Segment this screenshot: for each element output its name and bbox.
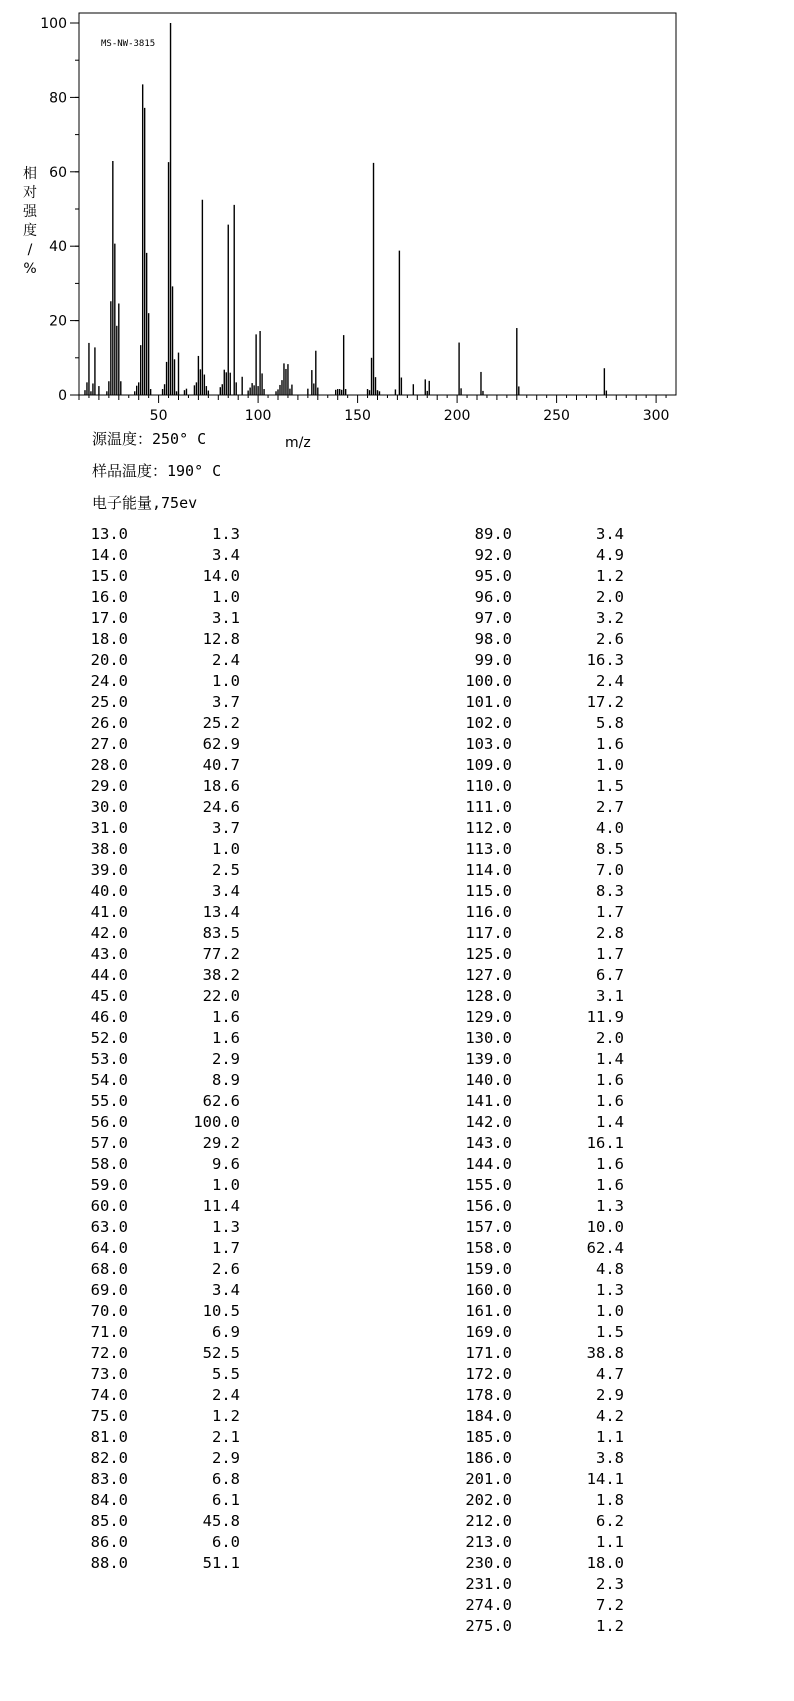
abundance-value: 1.6 — [596, 1176, 624, 1194]
abundance-value: 4.0 — [596, 819, 624, 837]
table-row — [0, 1574, 794, 1595]
abundance-value: 2.6 — [596, 630, 624, 648]
table-row — [0, 1112, 794, 1133]
abundance-value: 1.0 — [596, 1302, 624, 1320]
mz-value: 41.0 — [90, 903, 128, 921]
table-row — [0, 1553, 794, 1574]
mz-value: 75.0 — [90, 1407, 128, 1425]
mz-value: 38.0 — [90, 840, 128, 858]
mz-value: 141.0 — [465, 1092, 512, 1110]
table-row — [0, 1595, 794, 1616]
abundance-value: 1.0 — [212, 588, 240, 606]
table-row — [0, 1490, 794, 1511]
mz-value: 156.0 — [465, 1197, 512, 1215]
mz-value: 55.0 — [90, 1092, 128, 1110]
abundance-value: 1.8 — [596, 1491, 624, 1509]
table-row — [0, 629, 794, 650]
table-row — [0, 1301, 794, 1322]
mz-value: 44.0 — [90, 966, 128, 984]
table-row — [0, 944, 794, 965]
abundance-value: 1.3 — [596, 1197, 624, 1215]
mz-value: 81.0 — [90, 1428, 128, 1446]
abundance-value: 1.6 — [596, 1155, 624, 1173]
mz-value: 14.0 — [90, 546, 128, 564]
peak-table-right — [0, 524, 794, 1637]
y-tick-label: 20 — [49, 313, 67, 330]
abundance-value: 1.1 — [596, 1533, 624, 1551]
abundance-value: 51.1 — [202, 1554, 240, 1572]
mz-value: 74.0 — [90, 1386, 128, 1404]
mz-value: 129.0 — [465, 1008, 512, 1026]
abundance-value: 7.2 — [596, 1596, 624, 1614]
abundance-value: 6.1 — [212, 1491, 240, 1509]
mz-value: 140.0 — [465, 1071, 512, 1089]
y-tick-label: 0 — [58, 388, 67, 404]
mz-value: 96.0 — [474, 588, 512, 606]
mz-value: 161.0 — [465, 1302, 512, 1320]
mz-value: 101.0 — [465, 693, 512, 711]
mz-value: 100.0 — [465, 672, 512, 690]
abundance-value: 2.9 — [596, 1386, 624, 1404]
mz-value: 113.0 — [465, 840, 512, 858]
mz-value: 95.0 — [474, 567, 512, 585]
table-row — [0, 818, 794, 839]
abundance-value: 1.2 — [212, 1407, 240, 1425]
abundance-value: 1.5 — [596, 777, 624, 795]
abundance-value: 6.8 — [212, 1470, 240, 1488]
table-row — [0, 545, 794, 566]
mz-value: 13.0 — [90, 525, 128, 543]
abundance-value: 1.7 — [212, 1239, 240, 1257]
mz-value: 169.0 — [465, 1323, 512, 1341]
abundance-value: 4.2 — [596, 1407, 624, 1425]
abundance-value: 83.5 — [202, 924, 240, 942]
table-row — [0, 1238, 794, 1259]
minor-ticks — [75, 23, 666, 403]
abundance-value: 10.0 — [586, 1218, 624, 1236]
abundance-value: 2.7 — [596, 798, 624, 816]
abundance-value: 6.0 — [212, 1533, 240, 1551]
table-row — [0, 1196, 794, 1217]
abundance-value: 1.3 — [212, 1218, 240, 1236]
table-row — [0, 1532, 794, 1553]
mz-value: 72.0 — [90, 1344, 128, 1362]
abundance-value: 1.3 — [596, 1281, 624, 1299]
table-row — [0, 1343, 794, 1364]
abundance-value: 62.6 — [202, 1092, 240, 1110]
abundance-value: 11.4 — [202, 1197, 240, 1215]
mz-value: 159.0 — [465, 1260, 512, 1278]
abundance-value: 22.0 — [202, 987, 240, 1005]
mz-value: 103.0 — [465, 735, 512, 753]
table-row — [0, 587, 794, 608]
abundance-value: 1.1 — [596, 1428, 624, 1446]
abundance-value: 25.2 — [202, 714, 240, 732]
x-axis-label: m/z — [285, 435, 311, 451]
mz-value: 56.0 — [90, 1113, 128, 1131]
mz-value: 88.0 — [90, 1554, 128, 1572]
mass-spectrum-chart — [0, 0, 794, 451]
mz-value: 116.0 — [465, 903, 512, 921]
table-row — [0, 1469, 794, 1490]
abundance-value: 3.1 — [212, 609, 240, 627]
mz-value: 158.0 — [465, 1239, 512, 1257]
table-row — [0, 1280, 794, 1301]
table-row — [0, 986, 794, 1007]
mz-value: 212.0 — [465, 1512, 512, 1530]
abundance-value: 10.5 — [202, 1302, 240, 1320]
mz-value: 142.0 — [465, 1113, 512, 1131]
mz-value: 71.0 — [90, 1323, 128, 1341]
mz-value: 27.0 — [90, 735, 128, 753]
abundance-value: 1.7 — [596, 945, 624, 963]
mz-value: 143.0 — [465, 1134, 512, 1152]
mz-value: 46.0 — [90, 1008, 128, 1026]
mz-value: 86.0 — [90, 1533, 128, 1551]
x-tick-label: 150 — [344, 408, 371, 424]
x-axis-ticks — [150, 408, 670, 424]
x-tick-label: 300 — [642, 408, 670, 424]
abundance-value: 1.5 — [596, 1323, 624, 1341]
abundance-value: 52.5 — [202, 1344, 240, 1362]
mz-value: 40.0 — [90, 882, 128, 900]
mz-value: 53.0 — [90, 1050, 128, 1068]
abundance-value: 1.0 — [212, 672, 240, 690]
mz-value: 111.0 — [465, 798, 512, 816]
mz-value: 115.0 — [465, 882, 512, 900]
y-tick-label: 80 — [49, 90, 67, 107]
table-row — [0, 1427, 794, 1448]
abundance-value: 16.1 — [586, 1134, 624, 1152]
mz-value: 172.0 — [465, 1365, 512, 1383]
mz-value: 42.0 — [90, 924, 128, 942]
source-temperature: 源温度：250° C — [92, 430, 207, 448]
table-row — [0, 608, 794, 629]
abundance-value: 2.4 — [212, 651, 240, 669]
abundance-value: 1.6 — [596, 1092, 624, 1110]
table-row — [0, 839, 794, 860]
mz-value: 171.0 — [465, 1344, 512, 1362]
table-row — [0, 1007, 794, 1028]
abundance-value: 5.8 — [596, 714, 624, 732]
abundance-value: 5.5 — [212, 1365, 240, 1383]
mz-value: 59.0 — [90, 1176, 128, 1194]
abundance-value: 3.8 — [596, 1449, 624, 1467]
abundance-value: 3.4 — [596, 525, 624, 543]
mz-value: 82.0 — [90, 1449, 128, 1467]
abundance-value: 13.4 — [202, 903, 240, 921]
table-row — [0, 734, 794, 755]
table-row — [0, 965, 794, 986]
mz-value: 31.0 — [90, 819, 128, 837]
abundance-value: 14.1 — [586, 1470, 624, 1488]
abundance-value: 1.0 — [596, 756, 624, 774]
table-row — [0, 692, 794, 713]
mz-value: 58.0 — [90, 1155, 128, 1173]
y-axis-label-char: / — [27, 242, 33, 258]
mz-value: 98.0 — [474, 630, 512, 648]
mz-value: 160.0 — [465, 1281, 512, 1299]
mz-value: 17.0 — [90, 609, 128, 627]
abundance-value: 24.6 — [202, 798, 240, 816]
abundance-value: 62.4 — [586, 1239, 624, 1257]
abundance-value: 16.3 — [586, 651, 624, 669]
abundance-value: 1.6 — [596, 1071, 624, 1089]
abundance-value: 17.2 — [586, 693, 624, 711]
table-row — [0, 1028, 794, 1049]
abundance-value: 1.6 — [596, 735, 624, 753]
table-row — [0, 1406, 794, 1427]
abundance-value: 11.9 — [586, 1008, 624, 1026]
abundance-value: 18.6 — [202, 777, 240, 795]
table-row — [0, 881, 794, 902]
abundance-value: 62.9 — [202, 735, 240, 753]
mz-value: 89.0 — [474, 525, 512, 543]
abundance-value: 2.1 — [212, 1428, 240, 1446]
table-row — [0, 776, 794, 797]
table-row — [0, 1091, 794, 1112]
mz-value: 20.0 — [90, 651, 128, 669]
table-row — [0, 1175, 794, 1196]
abundance-value: 4.9 — [596, 546, 624, 564]
mz-value: 24.0 — [90, 672, 128, 690]
abundance-value: 1.4 — [596, 1050, 624, 1068]
table-row — [0, 1133, 794, 1154]
table-row — [0, 902, 794, 923]
mz-value: 102.0 — [465, 714, 512, 732]
mz-value: 231.0 — [465, 1575, 512, 1593]
mz-value: 117.0 — [465, 924, 512, 942]
mz-value: 69.0 — [90, 1281, 128, 1299]
mz-value: 92.0 — [474, 546, 512, 564]
mz-value: 16.0 — [90, 588, 128, 606]
abundance-value: 4.7 — [596, 1365, 624, 1383]
abundance-value: 38.8 — [586, 1344, 624, 1362]
abundance-value: 1.0 — [212, 1176, 240, 1194]
mz-value: 201.0 — [465, 1470, 512, 1488]
abundance-value: 14.0 — [202, 567, 240, 585]
abundance-value: 6.2 — [596, 1512, 624, 1530]
abundance-value: 2.6 — [212, 1260, 240, 1278]
table-row — [0, 1049, 794, 1070]
table-row — [0, 1259, 794, 1280]
mz-value: 70.0 — [90, 1302, 128, 1320]
abundance-value: 45.8 — [202, 1512, 240, 1530]
mz-value: 64.0 — [90, 1239, 128, 1257]
mz-value: 275.0 — [465, 1617, 512, 1635]
mz-value: 202.0 — [465, 1491, 512, 1509]
mz-value: 128.0 — [465, 987, 512, 1005]
table-row — [0, 1322, 794, 1343]
abundance-value: 1.4 — [596, 1113, 624, 1131]
mz-value: 18.0 — [90, 630, 128, 648]
abundance-value: 3.4 — [212, 882, 240, 900]
y-axis-label-char: % — [23, 261, 37, 277]
mz-value: 52.0 — [90, 1029, 128, 1047]
table-row — [0, 1448, 794, 1469]
sample-temperature: 样品温度：190° C — [92, 462, 222, 480]
abundance-value: 2.4 — [212, 1386, 240, 1404]
mz-value: 157.0 — [465, 1218, 512, 1236]
mz-value: 68.0 — [90, 1260, 128, 1278]
table-row — [0, 671, 794, 692]
mz-value: 155.0 — [465, 1176, 512, 1194]
mz-value: 213.0 — [465, 1533, 512, 1551]
abundance-value: 3.4 — [212, 546, 240, 564]
abundance-value: 77.2 — [202, 945, 240, 963]
abundance-value: 2.4 — [596, 672, 624, 690]
table-row — [0, 1511, 794, 1532]
mz-value: 57.0 — [90, 1134, 128, 1152]
abundance-value: 2.9 — [212, 1449, 240, 1467]
y-axis-label-char: 对 — [23, 185, 37, 201]
y-axis-label-char: 度 — [23, 223, 37, 239]
abundance-value: 1.6 — [212, 1008, 240, 1026]
abundance-value: 12.8 — [202, 630, 240, 648]
abundance-value: 38.2 — [202, 966, 240, 984]
abundance-value: 1.2 — [596, 567, 624, 585]
mz-value: 43.0 — [90, 945, 128, 963]
y-tick-label: 60 — [49, 164, 67, 181]
abundance-value: 3.4 — [212, 1281, 240, 1299]
mz-value: 29.0 — [90, 777, 128, 795]
electron-energy: 电子能量,75ev — [92, 494, 198, 512]
y-axis-ticks — [40, 16, 79, 404]
table-row — [0, 1385, 794, 1406]
abundance-value: 2.5 — [212, 861, 240, 879]
abundance-value: 1.0 — [212, 840, 240, 858]
x-tick-label: 50 — [149, 408, 168, 424]
y-axis-label-char: 强 — [23, 204, 37, 220]
abundance-value: 9.6 — [212, 1155, 240, 1173]
table-row — [0, 566, 794, 587]
mz-value: 109.0 — [465, 756, 512, 774]
abundance-value: 8.5 — [596, 840, 624, 858]
abundance-value: 1.3 — [212, 525, 240, 543]
mz-value: 83.0 — [90, 1470, 128, 1488]
peak-bars — [85, 23, 606, 395]
table-row — [0, 1364, 794, 1385]
mz-value: 114.0 — [465, 861, 512, 879]
mz-value: 230.0 — [465, 1554, 512, 1572]
mz-value: 60.0 — [90, 1197, 128, 1215]
mz-value: 125.0 — [465, 945, 512, 963]
y-axis-label-char: 相 — [23, 166, 37, 182]
abundance-value: 6.9 — [212, 1323, 240, 1341]
mz-value: 84.0 — [90, 1491, 128, 1509]
spectrum-id-label: MS-NW-3815 — [101, 39, 156, 49]
abundance-value: 18.0 — [586, 1554, 624, 1572]
mz-value: 25.0 — [90, 693, 128, 711]
y-tick-label: 100 — [40, 16, 67, 32]
mz-value: 184.0 — [465, 1407, 512, 1425]
abundance-value: 1.7 — [596, 903, 624, 921]
mz-value: 144.0 — [465, 1155, 512, 1173]
mz-value: 26.0 — [90, 714, 128, 732]
abundance-value: 1.2 — [596, 1617, 624, 1635]
table-row — [0, 755, 794, 776]
abundance-value: 8.3 — [596, 882, 624, 900]
table-row — [0, 713, 794, 734]
abundance-value: 3.2 — [596, 609, 624, 627]
table-row — [0, 797, 794, 818]
abundance-value: 100.0 — [193, 1113, 240, 1131]
mz-value: 85.0 — [90, 1512, 128, 1530]
mz-value: 45.0 — [90, 987, 128, 1005]
x-tick-label: 250 — [543, 408, 570, 424]
abundance-value: 2.3 — [596, 1575, 624, 1593]
abundance-value: 6.7 — [596, 966, 624, 984]
table-row — [0, 860, 794, 881]
x-tick-label: 100 — [244, 408, 272, 424]
table-row — [0, 524, 794, 545]
abundance-value: 2.8 — [596, 924, 624, 942]
mz-value: 73.0 — [90, 1365, 128, 1383]
mz-value: 274.0 — [465, 1596, 512, 1614]
y-tick-label: 40 — [49, 239, 67, 256]
mz-value: 112.0 — [465, 819, 512, 837]
mz-value: 186.0 — [465, 1449, 512, 1467]
abundance-value: 2.9 — [212, 1050, 240, 1068]
mz-value: 15.0 — [90, 567, 128, 585]
mz-value: 110.0 — [465, 777, 512, 795]
abundance-value: 2.0 — [596, 588, 624, 606]
mz-value: 185.0 — [465, 1428, 512, 1446]
abundance-value: 3.7 — [212, 819, 240, 837]
table-row — [0, 1616, 794, 1637]
table-row — [0, 1070, 794, 1091]
mz-value: 127.0 — [465, 966, 512, 984]
x-tick-label: 200 — [443, 408, 471, 424]
abundance-value: 1.6 — [212, 1029, 240, 1047]
table-row — [0, 650, 794, 671]
mz-value: 39.0 — [90, 861, 128, 879]
mz-value: 63.0 — [90, 1218, 128, 1236]
mz-value: 178.0 — [465, 1386, 512, 1404]
y-axis-label — [23, 165, 38, 277]
abundance-value: 3.1 — [596, 987, 624, 1005]
mz-value: 139.0 — [465, 1050, 512, 1068]
mz-value: 30.0 — [90, 798, 128, 816]
abundance-value: 2.0 — [596, 1029, 624, 1047]
abundance-value: 4.8 — [596, 1260, 624, 1278]
abundance-value: 40.7 — [202, 756, 240, 774]
mz-value: 99.0 — [474, 651, 512, 669]
mz-value: 28.0 — [90, 756, 128, 774]
mz-value: 97.0 — [474, 609, 512, 627]
abundance-value: 3.7 — [212, 693, 240, 711]
table-row — [0, 923, 794, 944]
table-row — [0, 1154, 794, 1175]
table-row — [0, 1217, 794, 1238]
abundance-value: 29.2 — [202, 1134, 240, 1152]
abundance-value: 8.9 — [212, 1071, 240, 1089]
abundance-value: 7.0 — [596, 861, 624, 879]
mz-value: 54.0 — [90, 1071, 128, 1089]
mz-value: 130.0 — [465, 1029, 512, 1047]
